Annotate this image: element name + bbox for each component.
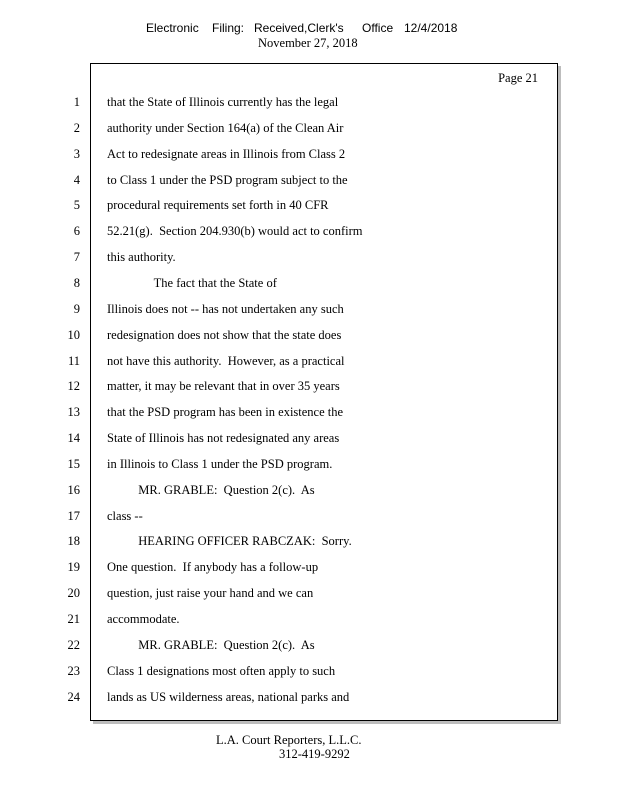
line-number: 23 <box>67 664 80 678</box>
filing-word-office: Office <box>362 21 394 35</box>
line-number: 7 <box>73 250 80 264</box>
line-number: 10 <box>67 328 80 342</box>
transcript-line-text: HEARING OFFICER RABCZAK: Sorry. <box>107 534 352 548</box>
transcript-line-text: The fact that the State of <box>107 276 277 290</box>
transcript-line-text: MR. GRABLE: Question 2(c). As <box>107 483 315 497</box>
transcript-line-text: this authority. <box>107 250 176 264</box>
line-number: 3 <box>73 147 80 161</box>
transcript-line-text: Illinois does not -- has not undertaken any such <box>107 302 344 316</box>
line-number: 2 <box>73 121 80 135</box>
line-number: 5 <box>73 198 80 212</box>
filing-word-electronic: Electronic <box>146 21 199 35</box>
transcript-line-text: One question. If anybody has a follow-up <box>107 560 319 574</box>
line-number: 24 <box>67 690 80 704</box>
transcript-line-text: lands as US wilderness areas, national parks and <box>107 690 350 704</box>
transcript-line-text: that the State of Illinois currently has the legal <box>107 95 339 109</box>
transcript-line-text: Class 1 designations most often apply to such <box>107 664 336 678</box>
hearing-date: November 27, 2018 <box>258 36 358 50</box>
transcript-line-text: question, just raise your hand and we can <box>107 586 314 600</box>
filing-word-received: Received,Clerk's <box>254 21 344 35</box>
transcript-line-text: MR. GRABLE: Question 2(c). As <box>107 638 315 652</box>
line-number: 11 <box>67 354 80 368</box>
line-number: 1 <box>73 95 80 109</box>
line-number: 21 <box>67 612 80 626</box>
line-number: 14 <box>67 431 80 445</box>
filing-date: 12/4/2018 <box>404 21 458 35</box>
line-number: 9 <box>73 302 80 316</box>
transcript-line-text: Act to redesignate areas in Illinois from Class 2 <box>107 147 346 161</box>
transcript-line-text: that the PSD program has been in existence the <box>107 405 344 419</box>
line-number: 13 <box>67 405 80 419</box>
page-number: Page 21 <box>498 71 538 85</box>
line-number: 4 <box>73 173 80 187</box>
line-number: 12 <box>67 379 80 393</box>
line-number: 16 <box>67 483 80 497</box>
transcript-line-text: authority under Section 164(a) of the Clean Air <box>107 121 344 135</box>
filing-word-filing: Filing: <box>212 21 245 35</box>
line-number: 20 <box>67 586 80 600</box>
court-reporter-phone: 312-419-9292 <box>279 747 350 761</box>
line-number: 18 <box>67 534 80 548</box>
transcript-line-text: to Class 1 under the PSD program subject to the <box>107 173 348 187</box>
transcript-line-text: matter, it may be relevant that in over 35 years <box>107 379 340 393</box>
transcript-line-text: in Illinois to Class 1 under the PSD program. <box>107 457 333 471</box>
line-number: 15 <box>67 457 80 471</box>
transcript-line-text: not have this authority. However, as a practical <box>107 354 345 368</box>
transcript-line-text: 52.21(g). Section 204.930(b) would act to confirm <box>107 224 363 238</box>
transcript-line-text: State of Illinois has not redesignated any areas <box>107 431 340 445</box>
court-reporter-name: L.A. Court Reporters, L.L.C. <box>216 733 362 747</box>
transcript-line-text: class -- <box>107 509 143 523</box>
transcript-line-text: redesignation does not show that the state does <box>107 328 342 342</box>
line-number: 8 <box>73 276 80 290</box>
line-number: 19 <box>67 560 80 574</box>
line-number: 22 <box>67 638 80 652</box>
transcript-line-text: procedural requirements set forth in 40 CFR <box>107 198 329 212</box>
transcript-line-text: accommodate. <box>107 612 180 626</box>
line-number: 6 <box>73 224 80 238</box>
line-number: 17 <box>67 509 80 523</box>
